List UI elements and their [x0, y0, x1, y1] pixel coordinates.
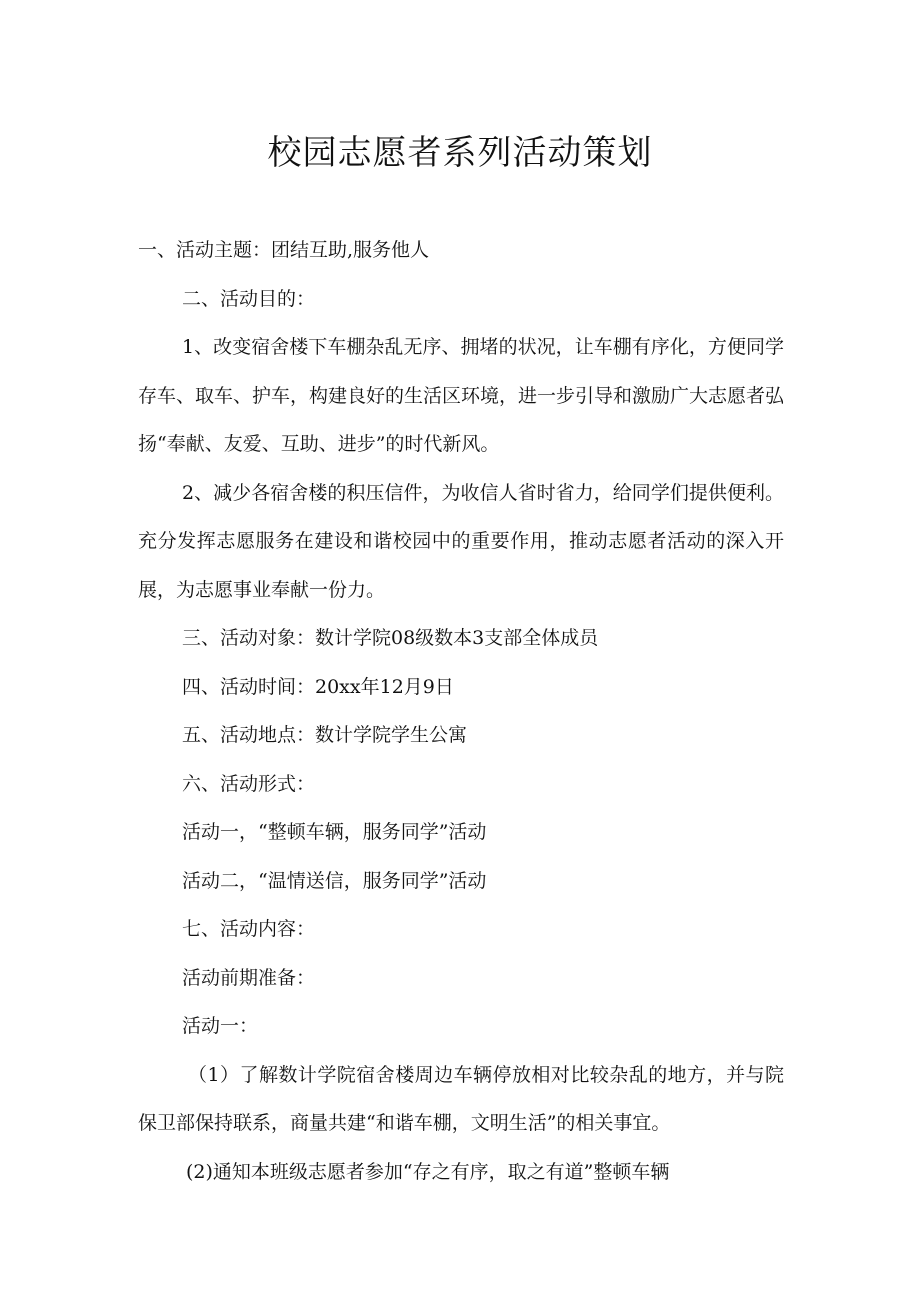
paragraph-purpose-heading: 二、活动目的： [182, 287, 316, 310]
paragraph-content-heading: 七、活动内容： [182, 918, 316, 940]
paragraph-step-2: (2)通知本班级志愿者参加“存之有序，取之有道”整顿车辆 [186, 1160, 670, 1183]
document-title: 校园志愿者系列活动策划 [267, 133, 653, 173]
paragraph-activity-one-format: 活动一，“整顿车辆，服务同学”活动 [182, 821, 487, 843]
paragraph-location: 五、活动地点：数计学院学生公寓 [182, 724, 468, 746]
paragraph-preparation-heading: 活动前期准备： [182, 966, 316, 989]
paragraph-theme: 一、活动主题：团结互助,服务他人 [138, 239, 430, 261]
paragraph-purpose-2: 2、减少各宿舍楼的积压信件，为收信人省时省力，给同学们提供便利。充分发挥志愿服务在建设和谐校园中的重要作用，推动志愿者活动的深入开展，为志愿事业奉献一份力。 [138, 481, 784, 601]
document-body [138, 226, 784, 1196]
paragraph-participants: 三、活动对象：数计学院08级数本3支部全体成员 [182, 627, 599, 649]
paragraph-format-heading: 六、活动形式： [182, 772, 316, 795]
paragraph-activity-two-format: 活动二，“温情送信，服务同学”活动 [182, 869, 487, 892]
paragraph-time: 四、活动时间：20xx年12月9日 [182, 675, 454, 698]
paragraph-step-1: （1）了解数计学院宿舍楼周边车辆停放相对比较杂乱的地方，并与院保卫部保持联系，商量共建“和谐车棚，文明生活”的相关事宜。 [138, 1063, 784, 1134]
paragraph-activity-one-heading: 活动一： [182, 1015, 259, 1037]
paragraph-purpose-1: 1、改变宿舍楼下车棚杂乱无序、拥堵的状况，让车棚有序化，方便同学存车、取车、护车，构建良好的生活区环境，进一步引导和激励广大志愿者弘扬“奉献、友爱、互助、进步”的时代新风。 [138, 336, 785, 455]
